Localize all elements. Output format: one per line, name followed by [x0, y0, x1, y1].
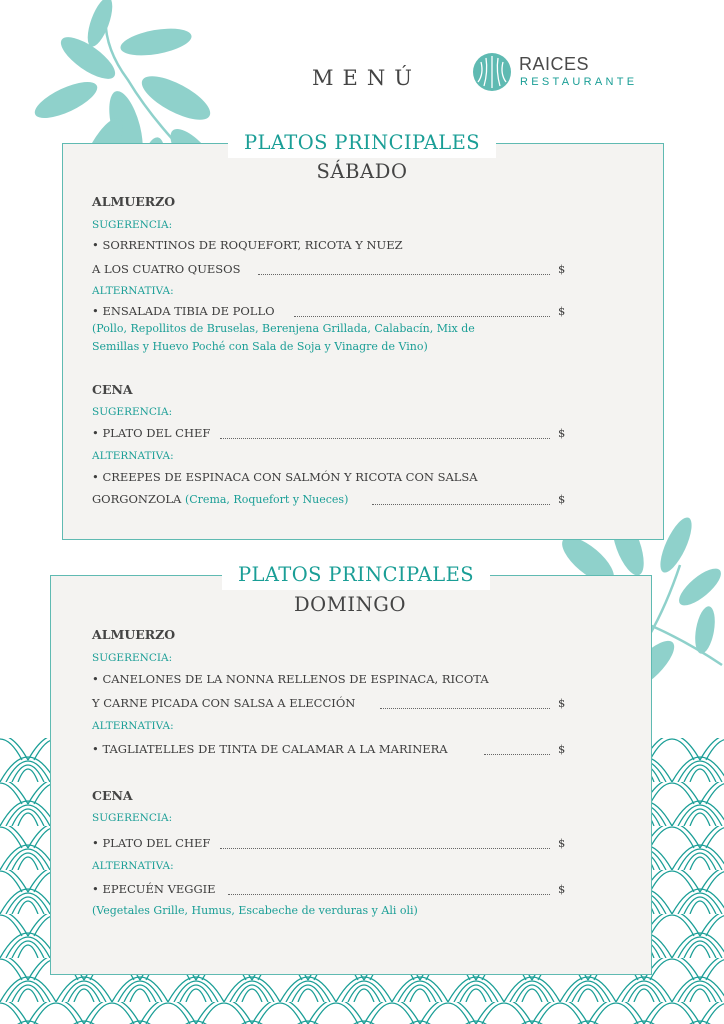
saturday-day-title: SÁBADO	[316, 160, 408, 183]
dotted-leader	[228, 884, 550, 895]
sunday-dinner-alternative-note1: (Vegetales Grille, Humus, Escabeche de verduras y Ali oli)	[92, 904, 418, 917]
restaurant-logo	[472, 52, 667, 96]
saturday-dinner-suggestion-line1: • PLATO DEL CHEF	[92, 426, 211, 440]
dotted-leader	[258, 264, 550, 275]
price: $	[558, 696, 566, 710]
roots-logo-icon	[472, 52, 512, 92]
saturday-dinner-alternative-line1: • CREEPES DE ESPINACA CON SALMÓN Y RICOTA CON SALSA	[92, 470, 478, 484]
dotted-leader	[484, 744, 550, 755]
sunday-lunch-alternative-label: ALTERNATIVA:	[92, 720, 174, 732]
sunday-lunch-suggestion-line1: • CANELONES DE LA NONNA RELLENOS DE ESPINACA, RICOTA	[92, 672, 489, 686]
dotted-leader	[220, 838, 550, 849]
saturday-lunch-alternative-note1: (Pollo, Repollitos de Bruselas, Berenjena Grillada, Calabacín, Mix de	[92, 322, 475, 335]
saturday-dinner-alternative-line2	[92, 492, 348, 506]
price: $	[558, 742, 566, 756]
saturday-lunch-alternative-label: ALTERNATIVA:	[92, 285, 174, 297]
saturday-lunch-title: ALMUERZO	[92, 194, 176, 209]
sunday-lunch-title: ALMUERZO	[92, 627, 176, 642]
dotted-leader	[380, 698, 550, 709]
sunday-dinner-alternative-line1: • EPECUÉN VEGGIE	[92, 882, 216, 896]
saturday-lunch-alternative-note2: Semillas y Huevo Poché con Sala de Soja y Vinagre de Vino)	[92, 340, 428, 353]
menu-title: MENÚ	[312, 66, 421, 90]
saturday-lunch-alternative-line1: • ENSALADA TIBIA DE POLLO	[92, 304, 275, 318]
sunday-heading: PLATOS PRINCIPALES	[238, 563, 474, 586]
dish-name: GORGONZOLA	[92, 492, 182, 506]
saturday-dinner-title: CENA	[92, 382, 133, 397]
price: $	[558, 304, 566, 318]
dish-note: (Crema, Roquefort y Nueces)	[184, 493, 349, 506]
dotted-leader	[220, 428, 550, 439]
sunday-dinner-title: CENA	[92, 788, 133, 803]
sunday-lunch-suggestion-label: SUGERENCIA:	[92, 652, 173, 664]
sunday-heading-box	[222, 562, 490, 590]
price: $	[558, 492, 566, 506]
price: $	[558, 836, 566, 850]
sunday-lunch-suggestion-line2: Y CARNE PICADA CON SALSA A ELECCIÓN	[92, 696, 356, 710]
price: $	[558, 426, 566, 440]
saturday-heading-box	[228, 130, 496, 158]
saturday-dinner-alternative-label: ALTERNATIVA:	[92, 450, 174, 462]
saturday-lunch-suggestion-line2: A LOS CUATRO QUESOS	[92, 262, 241, 276]
sunday-lunch-alternative-line1: • TAGLIATELLES DE TINTA DE CALAMAR A LA MARINERA	[92, 742, 448, 756]
price: $	[558, 262, 566, 276]
saturday-heading: PLATOS PRINCIPALES	[244, 131, 480, 154]
dotted-leader	[294, 306, 550, 317]
price: $	[558, 882, 566, 896]
saturday-lunch-suggestion-label: SUGERENCIA:	[92, 219, 173, 231]
sunday-day-title: DOMINGO	[293, 593, 407, 616]
logo-subtitle: RESTAURANTE	[520, 76, 638, 88]
dotted-leader	[372, 494, 550, 505]
logo-name: RAICES	[519, 54, 590, 74]
saturday-dinner-suggestion-label: SUGERENCIA:	[92, 406, 173, 418]
sunday-dinner-suggestion-label: SUGERENCIA:	[92, 812, 173, 824]
saturday-lunch-suggestion-line1: • SORRENTINOS DE ROQUEFORT, RICOTA Y NUEZ	[92, 238, 403, 252]
sunday-dinner-alternative-label: ALTERNATIVA:	[92, 860, 174, 872]
sunday-dinner-suggestion-line1: • PLATO DEL CHEF	[92, 836, 211, 850]
